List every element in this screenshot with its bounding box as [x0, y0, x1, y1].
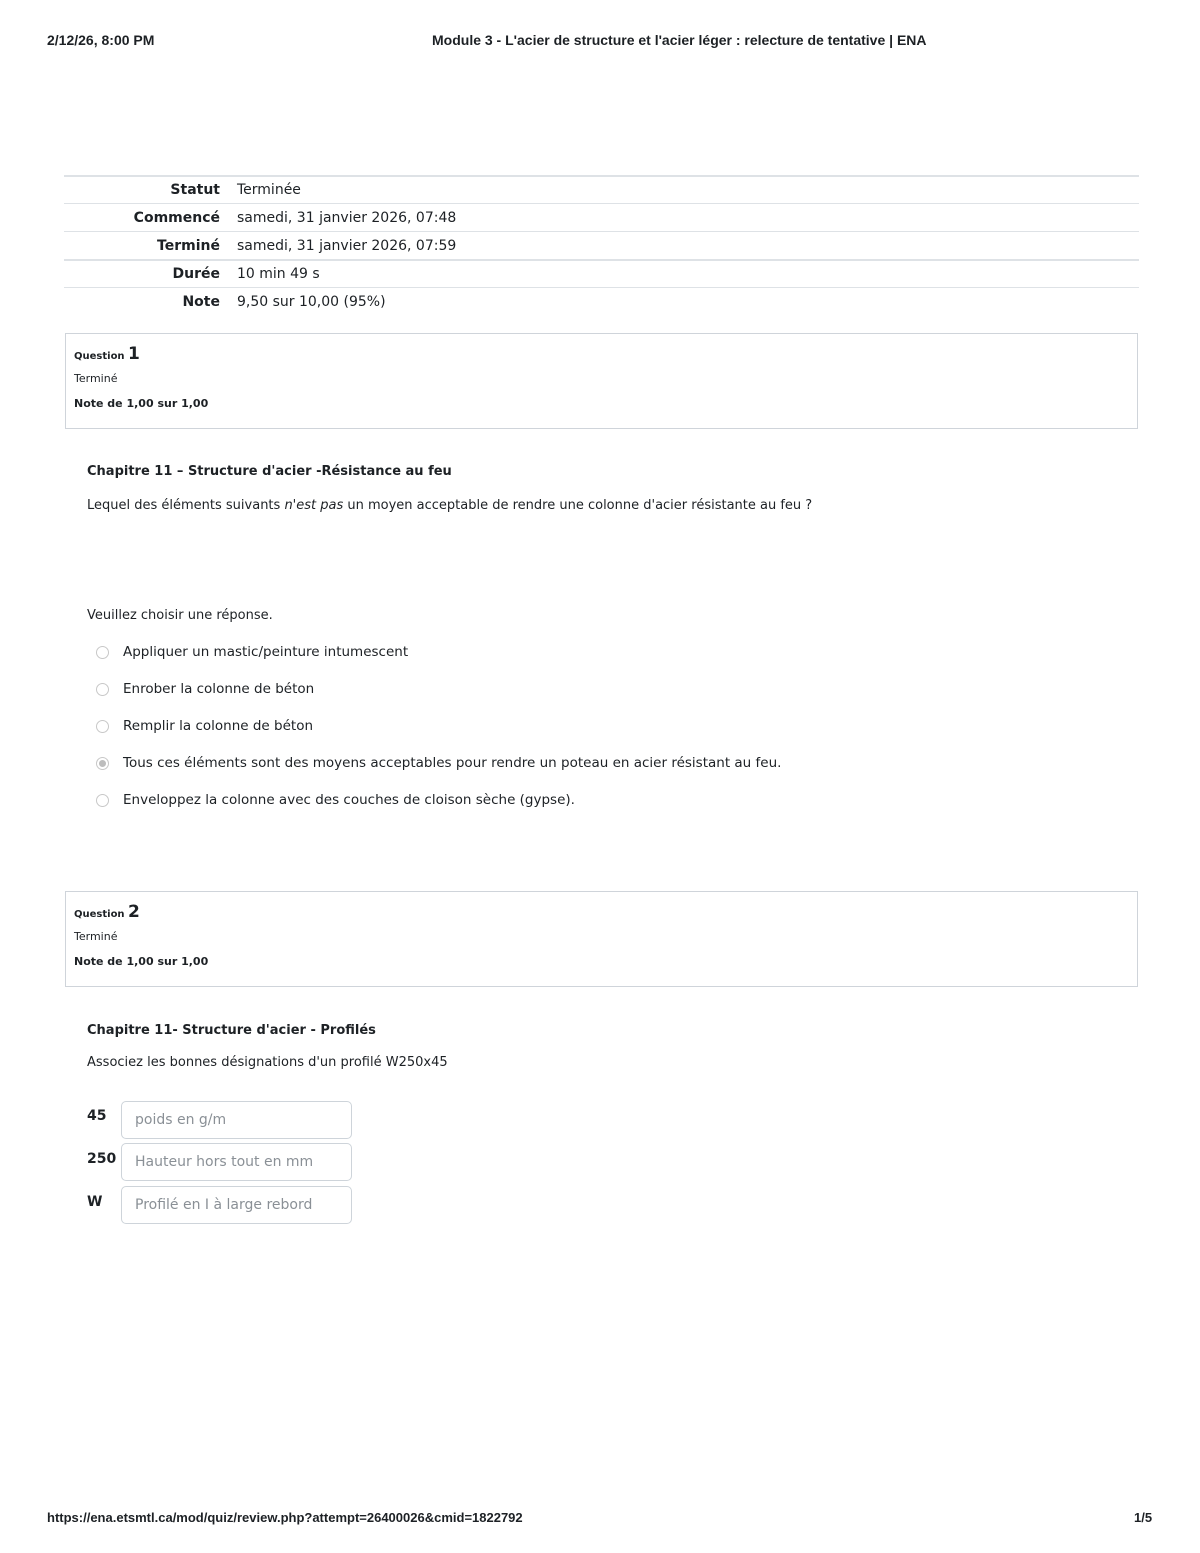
answer-option[interactable]: Appliquer un mastic/peinture intumescent [96, 644, 408, 660]
summary-row-grade [64, 287, 1139, 315]
summary-label: Terminé [157, 237, 220, 254]
summary-value: 10 min 49 s [237, 266, 320, 282]
match-label: 250 [87, 1151, 117, 1167]
question-1-prompt: Veuillez choisir une réponse. [87, 608, 273, 623]
summary-label: Note [182, 293, 220, 310]
summary-value: 9,50 sur 10,00 (95%) [237, 293, 386, 310]
summary-value: samedi, 31 janvier 2026, 07:59 [237, 237, 457, 254]
match-label: 45 [87, 1108, 107, 1124]
radio-button-checked[interactable] [96, 757, 109, 770]
question-grade: Note de 1,00 sur 1,00 [74, 397, 209, 410]
question-1-info [65, 333, 1138, 429]
question-2-text: Associez les bonnes désignations d'un profilé W250x45 [87, 1055, 448, 1070]
question-2-heading: Chapitre 11- Structure d'acier - Profilés [87, 1023, 376, 1038]
summary-value: samedi, 31 janvier 2026, 07:48 [237, 209, 457, 226]
summary-row-status [64, 175, 1139, 203]
radio-button[interactable] [96, 646, 109, 659]
print-title: Module 3 - L'acier de structure et l'acier léger : relecture de tentative | ENA [432, 32, 927, 48]
question-state: Terminé [74, 372, 118, 385]
summary-label: Commencé [133, 209, 220, 226]
radio-button[interactable] [96, 794, 109, 807]
question-grade: Note de 1,00 sur 1,00 [74, 955, 209, 968]
print-date: 2/12/26, 8:00 PM [47, 32, 155, 48]
summary-row-duration [64, 259, 1139, 287]
summary-label: Statut [170, 182, 220, 198]
summary-row-finished [64, 231, 1139, 259]
summary-value: Terminée [237, 182, 301, 198]
question-number: Question 2 [74, 902, 140, 922]
question-state: Terminé [74, 930, 118, 943]
match-label: W [87, 1194, 103, 1210]
page-number: 1/5 [1134, 1510, 1153, 1525]
answer-option[interactable]: Enveloppez la colonne avec des couches de cloison sèche (gypse). [96, 792, 575, 808]
print-url: https://ena.etsmtl.ca/mod/quiz/review.php?attempt=26400026&cmid=1822792 [47, 1510, 523, 1525]
question-1-heading: Chapitre 11 – Structure d'acier -Résistance au feu [87, 464, 452, 479]
question-1-text: Lequel des éléments suivants n'est pas un moyen acceptable de rendre une colonne d'acier résistante au feu ? [87, 498, 813, 513]
question-2-info [65, 891, 1138, 987]
answer-option-selected[interactable]: Tous ces éléments sont des moyens acceptables pour rendre un poteau en acier résistant au feu. [96, 755, 781, 771]
answer-option[interactable]: Remplir la colonne de béton [96, 718, 313, 734]
question-number: Question 1 [74, 344, 140, 364]
summary-label: Durée [172, 266, 220, 282]
answer-option[interactable]: Enrober la colonne de béton [96, 681, 314, 697]
match-select[interactable]: Hauteur hors tout en mm [121, 1143, 352, 1181]
radio-button[interactable] [96, 683, 109, 696]
attempt-summary-table [64, 175, 1139, 315]
summary-row-started [64, 203, 1139, 231]
radio-button[interactable] [96, 720, 109, 733]
match-select[interactable]: Profilé en I à large rebord [121, 1186, 352, 1224]
match-select[interactable]: poids en g/m [121, 1101, 352, 1139]
